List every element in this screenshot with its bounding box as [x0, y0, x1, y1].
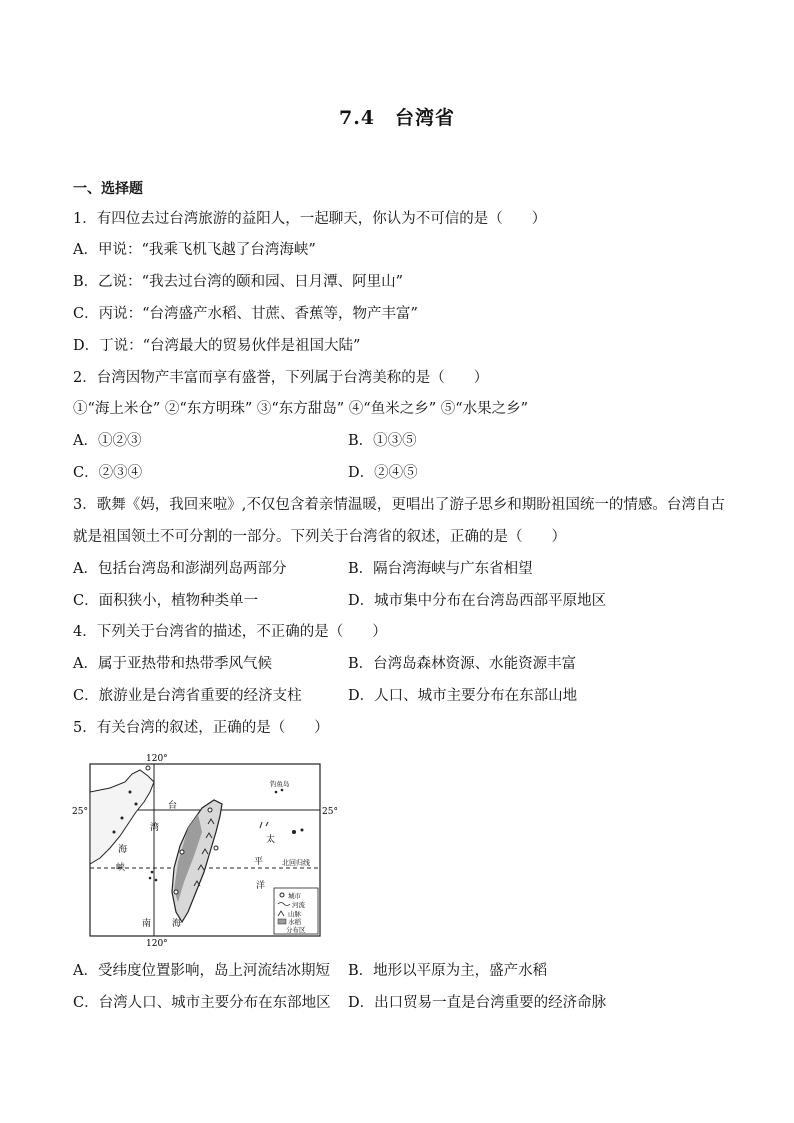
question-1-option-a: A．甲说：“我乘飞机飞越了台湾海峡”: [73, 242, 316, 258]
question-3-stem-line-2: 就是祖国领土不可分割的一部分。下列关于台湾省的叙述，正确的是（ ）: [73, 529, 566, 545]
question-4-stem: 4．下列关于台湾省的描述，不正确的是（ ）: [73, 624, 387, 640]
question-4-option-d: D．人口、城市主要分布在东部山地: [348, 688, 578, 704]
lon-top-label: 120°: [146, 754, 168, 764]
question-3-option-a: A．包括台湾岛和澎湖列岛两部分: [73, 561, 287, 577]
question-2-option-d: D．②④⑤: [348, 465, 418, 481]
lat-right-label: 25°: [322, 807, 338, 817]
question-1-option-d: D．丁说：“台湾最大的贸易伙伴是祖国大陆”: [73, 338, 361, 354]
legend-rice-area: 分布区: [286, 926, 306, 934]
strait-label-2: 湾: [150, 823, 160, 833]
question-5-option-d: D．出口贸易一直是台湾重要的经济命脉: [348, 995, 607, 1011]
question-5-stem: 5．有关台湾的叙述，正确的是（ ）: [73, 720, 329, 736]
question-5-option-a: A．受纬度位置影响，岛上河流结冰期短: [73, 963, 330, 979]
legend-rice: 水稻: [288, 918, 301, 926]
legend-mountain: 山脉: [288, 910, 301, 918]
tropic-label: 北回归线: [282, 859, 310, 867]
strait-label-1: 台: [168, 801, 178, 811]
question-1-option-c: C．丙说：“台湾盛产水稻、甘蔗、香蕉等，物产丰富”: [73, 306, 418, 322]
ocean-label-2: 平: [254, 857, 264, 867]
question-2-option-a: A．①②③: [73, 433, 142, 449]
lat-left-label: 25°: [72, 807, 88, 817]
question-2-items: ①“海上米仓” ②“东方明珠” ③“东方甜岛” ④“鱼米之乡” ⑤“水果之乡”: [73, 401, 529, 417]
ocean-label-3: 洋: [256, 881, 266, 891]
page-title: 7.4 台湾省: [338, 107, 456, 129]
question-3-option-b: B．隔台湾海峡与广东省相望: [348, 561, 533, 577]
question-2-option-b: B．①③⑤: [348, 433, 417, 449]
sea-label-1: 南: [142, 919, 152, 929]
question-1-option-b: B．乙说：“我去过台湾的颐和园、日月潭、阿里山”: [73, 274, 403, 290]
section-heading: 一、选择题: [73, 181, 143, 197]
question-5-option-b: B．地形以平原为主，盛产水稻: [348, 963, 548, 979]
question-2-option-c: C．②③④: [73, 465, 143, 481]
sea-label-2: 海: [172, 919, 182, 929]
lon-bottom-label: 120°: [146, 939, 168, 948]
question-3-stem-line-1: 3．歌舞《妈，我回来啦》,不仅包含着亲情温暖，更唱出了游子思乡和期盼祖国统一的情感。台湾自古: [73, 497, 725, 513]
ocean-label-1: 太: [266, 835, 276, 845]
question-4-option-a: A．属于亚热带和热带季风气候: [73, 656, 272, 672]
legend-river: 河流: [292, 901, 305, 909]
question-2-stem: 2．台湾因物产丰富而享有盛誉，下列属于台湾美称的是（ ）: [73, 370, 489, 386]
question-4-option-b: B．台湾岛森林资源、水能资源丰富: [348, 656, 577, 672]
diaoyu-label: 钓鱼岛: [270, 780, 290, 788]
question-3-option-c: C．面积狭小，植物种类单一: [73, 593, 259, 609]
question-3-option-d: D．城市集中分布在台湾岛西部平原地区: [348, 593, 607, 609]
strait-label-4: 峡: [116, 863, 126, 873]
taiwan-map: [70, 752, 360, 948]
question-5-option-c: C．台湾人口、城市主要分布在东部地区: [73, 995, 331, 1011]
legend-city: 城市: [288, 892, 301, 900]
question-1-stem: 1．有四位去过台湾旅游的益阳人，一起聊天，你认为不可信的是（ ）: [73, 211, 547, 227]
question-4-option-c: C．旅游业是台湾省重要的经济支柱: [73, 688, 302, 704]
strait-label-3: 海: [118, 845, 128, 855]
